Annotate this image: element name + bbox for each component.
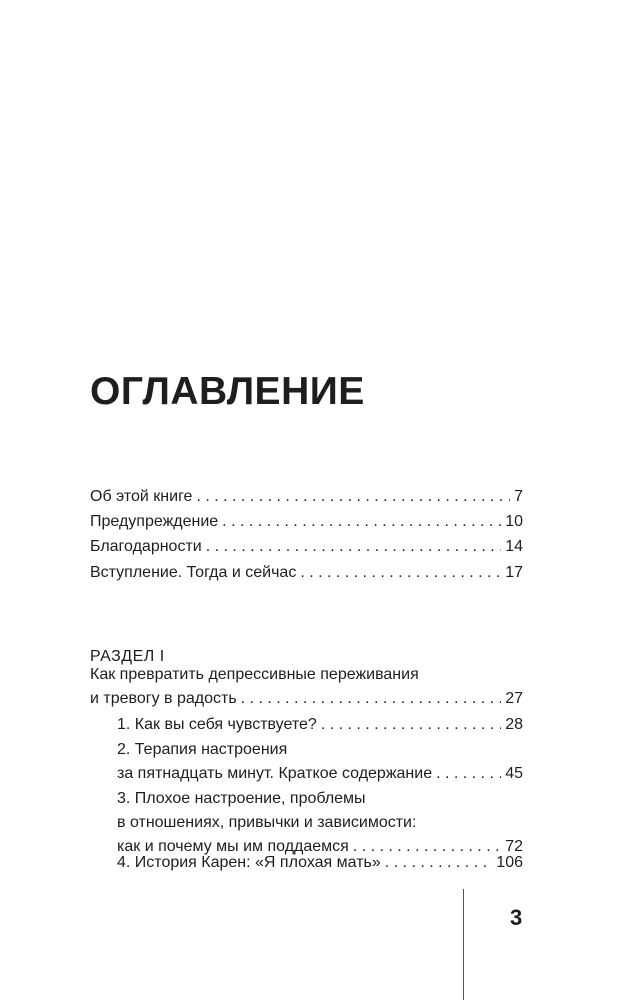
toc-page-number: 14: [505, 538, 523, 555]
chapter-title-line: 4. История Карен: «Я плохая мать»: [117, 854, 381, 871]
toc-page-number: 45: [505, 765, 523, 782]
toc-page-number: 28: [505, 716, 523, 733]
dot-leader: [436, 762, 501, 786]
toc-entry-chapter-4[interactable]: [117, 851, 523, 875]
toc-entry-title: Об этой книге: [90, 488, 193, 505]
toc-entry-title: Предупреждение: [90, 513, 219, 530]
dot-leader: [241, 687, 502, 711]
dot-leader: [222, 510, 501, 534]
toc-page-number: 17: [505, 564, 523, 581]
chapter-title-line: 1. Как вы себя чувствуете?: [117, 716, 317, 733]
chapter-title-line: 2. Терапия настроения: [117, 741, 288, 758]
toc-entry-introduction[interactable]: [90, 561, 523, 585]
chapter-title-line: как и почему мы им поддаемся: [117, 838, 349, 855]
toc-page-number: 10: [505, 513, 523, 530]
dot-leader: [206, 535, 501, 559]
toc-entry-title: Благодарности: [90, 538, 202, 555]
section-title-line: Как превратить депрессивные переживания: [90, 666, 419, 683]
toc-entry-chapter-3[interactable]: [117, 787, 523, 859]
toc-page-number: 106: [496, 854, 523, 871]
toc-entry-title: Вступление. Тогда и сейчас: [90, 564, 297, 581]
toc-entry-about-book[interactable]: [90, 485, 523, 509]
toc-entry-acknowledgements[interactable]: [90, 535, 523, 559]
toc-entry-chapter-1[interactable]: [117, 713, 523, 737]
page-number: 3: [510, 905, 523, 930]
toc-entry-warning[interactable]: [90, 510, 523, 534]
page-title: ОГЛАВЛЕНИЕ: [90, 370, 365, 413]
chapter-title-line: 3. Плохое настроение, проблемы: [117, 790, 366, 807]
toc-page-number: 72: [505, 838, 523, 855]
toc-page-number: 27: [505, 690, 523, 707]
dot-leader: [196, 485, 510, 509]
chapter-title-line: в отношениях, привычки и зависимости:: [117, 814, 417, 831]
dot-leader: [321, 713, 501, 737]
toc-page-number: 7: [514, 488, 523, 505]
page-divider: [463, 889, 464, 1000]
dot-leader: [385, 851, 493, 875]
chapter-title-line: за пятнадцать минут. Краткое содержание: [117, 765, 433, 782]
section-title-line: и тревогу в радость: [90, 690, 237, 707]
section-label: РАЗДЕЛ I: [90, 648, 165, 665]
toc-entry-section-title[interactable]: [90, 663, 523, 711]
dot-leader: [300, 561, 501, 585]
toc-entry-chapter-2[interactable]: [117, 738, 523, 786]
